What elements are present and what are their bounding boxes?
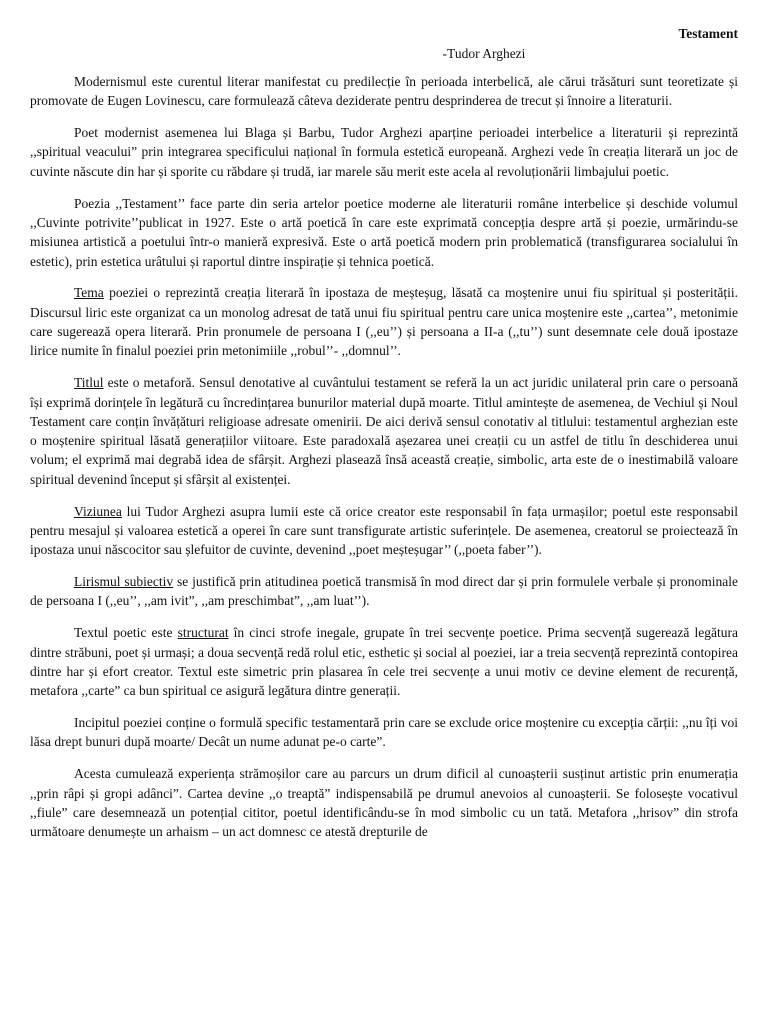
paragraph-modernism — [30, 72, 738, 111]
paragraph-structura — [30, 623, 738, 700]
paragraph-text: Poet modernist asemenea lui Blaga și Barbu, Tudor Arghezi aparține perioadei interbelice a literaturii și reprezintă ,,spiritual veacului” prin integrarea specificului național în formula estetică europeană. Arghezi vede în creația literară un joc de cuvinte născute din har și sporite cu răbdare și trudă, iar marele său merit este acela al revoluționării limbajului poetic. — [30, 125, 738, 179]
term-structurat: structurat — [177, 625, 229, 641]
document-title: Testament — [678, 26, 738, 41]
paragraph-text-before: Textul poetic este — [74, 625, 178, 641]
paragraph-text: Poezia ,,Testament’’ face parte din seria artelor poetice moderne ale literaturii române interbelice și deschide volumul ,,Cuvinte potrivite’’publicat in 1927. Este o artă poetică în care este exprimată concepția despre artă și poezie, urmărindu-se misiunea artistică a poetului într-o manieră expresivă. Este o artă poetică modern prin problematică (transfigurarea socialului în estetic), prin estetica urâtului și raportul dintre inspirație și tehnica poetică. — [30, 195, 738, 269]
paragraph-text: în cinci strofe inegale, grupate în trei secvențe poetice. Prima secvență sugerează legătura dintre străbuni, poet și urmași; a doua secvență redă rolul etic, esthetic și social al poeziei, iar a treia secvență reprezintă contopirea dintre har și efort creator. Textul este simetric prin plasarea în cele trei secvențe a unui motiv ce devine element de recurență, metafora ,,carte” ca bun spiritual ce asigură legătura dintre generații. — [30, 625, 738, 699]
paragraph-text: lui Tudor Arghezi asupra lumii este că orice creator este responsabil în fața urmașilor; poetul este responsabil pentru mesajul și valoarea estetică a operei în care sunt transfigurate artistic suferințele. De asemenea, creatorul se proiectează în ipostaza unui născocitor sau șlefuitor de cuvinte, devenind ,,poet meșteșugar’’ (,,poeta faber’’). — [30, 503, 738, 558]
paragraph-experienta — [30, 764, 738, 841]
paragraph-text: se justifică prin atitudinea poetică transmisă în mod direct dar și prin formulele verbale și pronominale de persoana I (,,eu’’, ,,am ivit”, ,,am preschimbat”, ,,am luat’’). — [30, 574, 738, 609]
document-author: -Tudor Arghezi — [442, 46, 526, 61]
paragraph-poet-modernist — [30, 123, 738, 181]
paragraph-text: Acesta cumulează experiența strămoșilor care au parcurs un drum dificil al cunoașterii susținut artistic prin enumerația ,,prin râpi și gropi adânci”. Cartea devine ,,o treaptă” indispensabilă pe drumul anevoios al cunoașterii. Se folosește vocativul ,,fiule” care desemnează un potențial cititor, poetul identificându-se în mod simbolic cu un tată. Metafora ,,hrisov” din strofa următoare denumește un arhaism – un act domnesc ce atestă drepturile de — [30, 766, 738, 840]
paragraph-poezia-testament — [30, 194, 738, 271]
term-lirismul-subiectiv: Lirismul subiectiv — [74, 574, 174, 590]
paragraph-text: Modernismul este curentul literar manifestat cu predilecție în perioada interbelică, ale cărui trăsături sunt teoretizate și promovate de Eugen Lovinescu, care formulează câteva deziderate pentru desprinderea de trecut și înnoire a literaturii. — [30, 74, 738, 109]
paragraph-text: Incipitul poeziei conține o formulă specific testamentară prin care se exclude orice moștenire cu excepția cărții: ,,nu îți voi lăsa drept bunuri după moarte/ Decât un nume adunat pe-o carte”. — [30, 715, 738, 750]
paragraph-titlul — [30, 373, 738, 489]
paragraph-viziunea — [30, 502, 738, 560]
term-tema: Tema — [74, 285, 104, 301]
paragraph-tema — [30, 283, 738, 360]
paragraph-text: este o metaforă. Sensul denotative al cuvântului testament se referă la un act juridic unilateral prin care o persoană își exprimă dorințele în legătură cu încredințarea bunurilor material după moarte. Titlul amintește de asemenea, de Vechiul și Noul Testament care conțin învățături religioase adresate omenirii. De aici derivă sensul conotativ al titlului: testamentul arghezian este o moștenire spiritual lăsată generațiilor viitoare. Este paradoxală așezarea unei creații cu un astfel de titlu în deschiderea unui volum; el exprimă mai degrabă idea de sfârșit. Arghezi plasează însă această creație, simbolic, arta este de o inestimabilă valoare spiritual devenind început și sfârșit al existenței. — [30, 375, 738, 487]
term-viziunea: Viziunea — [74, 503, 122, 519]
paragraph-incipit — [30, 713, 738, 752]
paragraph-text: poeziei o reprezintă creația literară în ipostaza de meșteșug, lăsată ca moștenire unui fiu spiritual și posterității. Discursul liric este organizat ca un monolog adresat de tată unui fiu spiritual pentru care unica moștenire este ,,cartea’’, metonimie care sugerează opera literară. Prin pronumele de persoana I (,,eu’’) și persoana a II-a (,,tu’’) sunt desemnate cele două ipostaze lirice numite în finalul poeziei prin metonimiile ,,robul’’- ,,domnul’’. — [30, 285, 738, 359]
term-titlul: Titlul — [74, 375, 104, 391]
paragraph-lirismul — [30, 572, 738, 611]
